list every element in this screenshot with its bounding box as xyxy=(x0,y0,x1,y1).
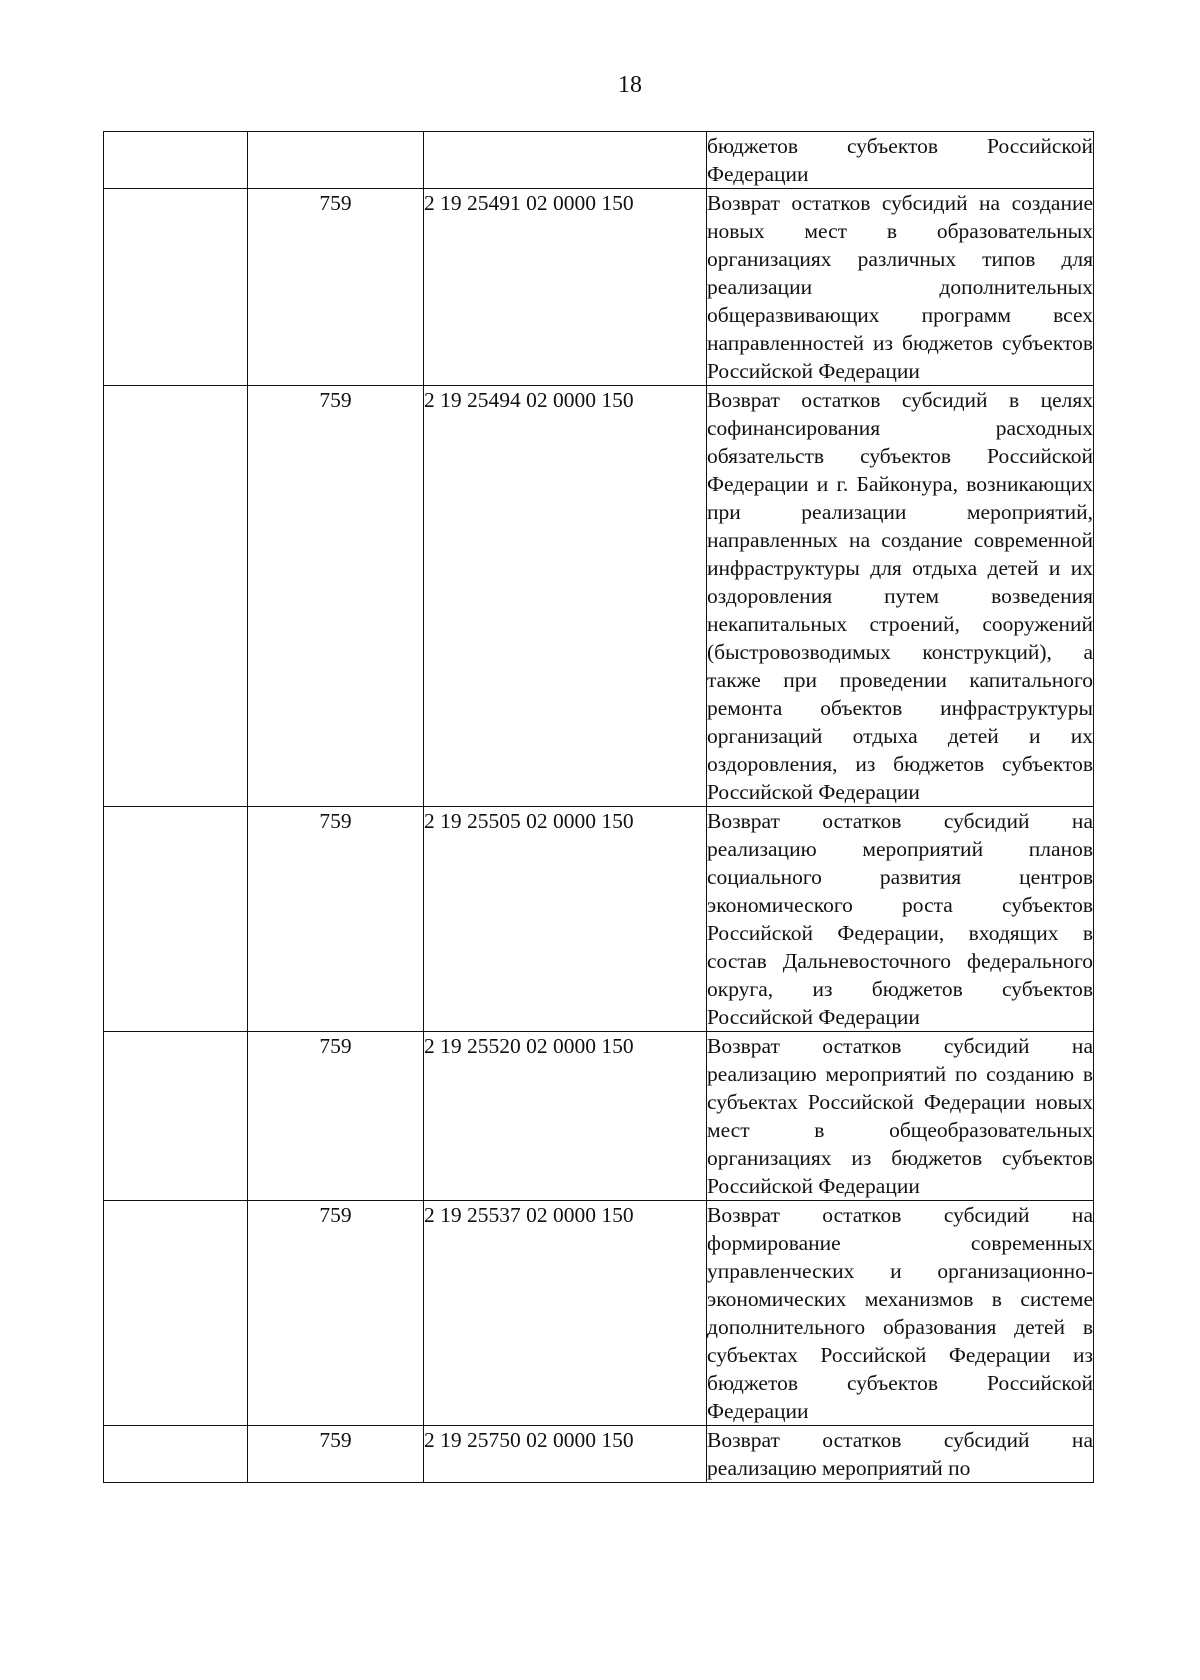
empty-cell xyxy=(104,807,248,1032)
admin-code-cell xyxy=(248,132,424,189)
budget-code-cell: 2 19 25750 02 0000 150 xyxy=(424,1426,707,1483)
revenue-name-cell xyxy=(707,1201,1094,1426)
empty-cell xyxy=(104,386,248,807)
revenue-name-cell xyxy=(707,1426,1094,1483)
budget-code-cell: 2 19 25494 02 0000 150 xyxy=(424,386,707,807)
table-row xyxy=(104,807,1094,1032)
admin-code-cell: 759 xyxy=(248,1032,424,1201)
page-number: 18 xyxy=(618,72,642,98)
revenue-name-cell xyxy=(707,386,1094,807)
admin-code-cell: 759 xyxy=(248,386,424,807)
revenue-name-cell xyxy=(707,132,1094,189)
revenue-name-text: Возврат остатков субсидий на реализацию мероприятий по созданию в субъектах Российской Федерации новых мест в общеобразовательных организациях из бюджетов субъектов Российской Федерации xyxy=(707,1034,1093,1198)
revenue-name-cell xyxy=(707,1032,1094,1201)
table-row xyxy=(104,1201,1094,1426)
revenue-name-text: Возврат остатков субсидий на реализацию мероприятий по xyxy=(707,1428,1093,1480)
budget-code-cell: 2 19 25491 02 0000 150 xyxy=(424,189,707,386)
budget-code-cell: 2 19 25520 02 0000 150 xyxy=(424,1032,707,1201)
table-row xyxy=(104,1426,1094,1483)
empty-cell xyxy=(104,1426,248,1483)
table-row xyxy=(104,189,1094,386)
empty-cell xyxy=(104,1201,248,1426)
revenue-name-text: Возврат остатков субсидий на создание новых мест в образовательных организациях различных типов для реализации дополнительных общеразвивающих программ всех направленностей из бюджетов субъектов Российской Федерации xyxy=(707,191,1093,383)
table-body xyxy=(104,132,1094,1483)
revenue-name-text: Возврат остатков субсидий на формирование современных управленческих и организационно-экономических механизмов в системе дополнительного образования детей в субъектах Российской Федерации из бюджетов субъектов Российской Федерации xyxy=(707,1203,1093,1423)
table-row xyxy=(104,132,1094,189)
admin-code-cell: 759 xyxy=(248,1201,424,1426)
revenue-name-text: Возврат остатков субсидий в целях софинансирования расходных обязательств субъектов Российской Федерации и г. Байконура, возникающих при реализации мероприятий, направленных на создание современной инфраструктуры для отдыха детей и их оздоровления путем возведения некапитальных строений, сооружений (быстровозводимых конструкций), а также при проведении капитального ремонта объектов инфраструктуры организаций отдыха детей и их оздоровления, из бюджетов субъектов Российской Федерации xyxy=(707,388,1093,804)
admin-code-cell: 759 xyxy=(248,189,424,386)
budget-codes-table xyxy=(103,131,1094,1483)
revenue-name-cell xyxy=(707,807,1094,1032)
admin-code-cell: 759 xyxy=(248,807,424,1032)
budget-code-cell: 2 19 25537 02 0000 150 xyxy=(424,1201,707,1426)
budget-code-cell: 2 19 25505 02 0000 150 xyxy=(424,807,707,1032)
empty-cell xyxy=(104,132,248,189)
empty-cell xyxy=(104,1032,248,1201)
table-row xyxy=(104,386,1094,807)
admin-code-cell: 759 xyxy=(248,1426,424,1483)
budget-code-cell xyxy=(424,132,707,189)
revenue-name-text: Возврат остатков субсидий на реализацию мероприятий планов социального развития центров экономического роста субъектов Российской Федерации, входящих в состав Дальневосточного федерального округа, из бюджетов субъектов Российской Федерации xyxy=(707,809,1093,1029)
empty-cell xyxy=(104,189,248,386)
revenue-name-cell xyxy=(707,189,1094,386)
table-row xyxy=(104,1032,1094,1201)
revenue-name-text: бюджетов субъектов Российской Федерации xyxy=(707,134,1093,186)
